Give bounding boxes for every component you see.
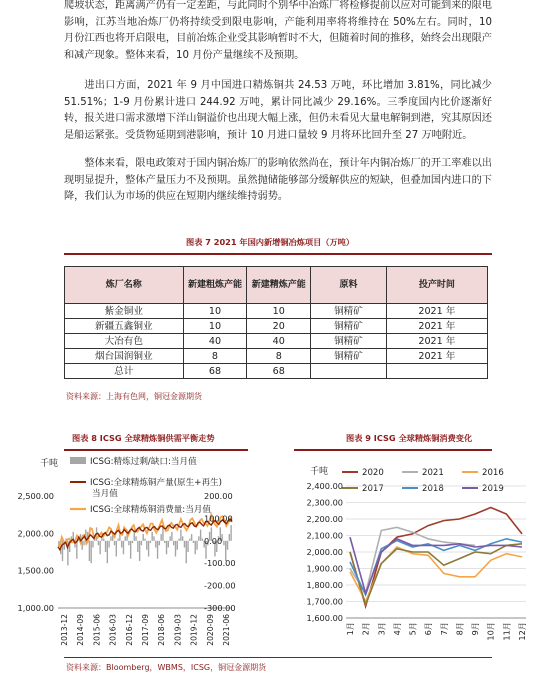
balance-bar [146, 541, 147, 550]
x-tick-label: 2016-12 [124, 614, 134, 646]
x-tick-label: 2021-06 [222, 614, 231, 646]
y-tick-right: -100.00 [204, 558, 236, 569]
cell-plant: 大冶有色 [65, 334, 184, 349]
chart9-top-rule [294, 449, 492, 451]
legend-label-2016: 2016 [482, 468, 504, 478]
balance-bar [107, 541, 108, 563]
x-tick-label: 2014-09 [76, 614, 86, 646]
chart8-top-rule [64, 449, 248, 451]
x-tick-label: 2019-12 [189, 614, 199, 646]
table7-caption: 图表 7 2021 年国内新增铜冶炼项目（万吨） [186, 237, 355, 247]
balance-bar [153, 536, 154, 540]
balance-bar [99, 541, 100, 554]
y-tick-label: 2,000.00 [306, 547, 343, 557]
x-tick-label: 6月 [423, 622, 434, 636]
table-row-total [65, 364, 488, 379]
balance-bar [141, 541, 142, 545]
chart9-caption: 图表 9 ICSG 全球精炼铜消费变化 [346, 433, 473, 443]
x-tick-label: 2018-06 [157, 614, 167, 646]
balance-bar [162, 527, 163, 540]
cell-refined: 8 [247, 349, 311, 364]
y-tick-label: 1,900.00 [306, 563, 343, 574]
balance-bar [166, 541, 167, 554]
y-tick-left: 2,500.00 [17, 491, 54, 501]
x-tick-label: 7月 [438, 622, 449, 636]
balance-bar [125, 536, 126, 540]
balance-bar [116, 541, 117, 557]
x-tick-label: 2020-09 [205, 614, 215, 646]
balance-bar [198, 536, 199, 540]
balance-bar [148, 541, 149, 557]
chart8-unit-label: 千吨 [40, 459, 59, 469]
balance-bar [110, 536, 111, 540]
header-start-time: 投产时间 [386, 267, 487, 304]
legend-label-2019: 2019 [482, 484, 504, 494]
balance-bar [123, 541, 124, 554]
chart9-ticks [307, 481, 527, 641]
cell-crude: 10 [183, 319, 247, 334]
x-tick-label: 11月 [501, 622, 512, 641]
cell-refined: 10 [247, 304, 311, 319]
cell-material: 铜精矿 [311, 334, 387, 349]
x-tick-label: 2月 [360, 622, 371, 636]
balance-bar [223, 541, 224, 545]
x-tick-label: 10月 [485, 622, 496, 641]
balance-bar [150, 541, 151, 543]
cell-crude: 10 [183, 304, 247, 319]
balance-bar [168, 541, 169, 548]
y-tick-right: -300.00 [204, 603, 236, 613]
balance-bar [200, 530, 201, 541]
chart9-axes [346, 486, 526, 618]
y-tick-left: 1,000.00 [17, 603, 54, 613]
x-tick-label: 1月 [345, 622, 355, 636]
cell-plant: 总计 [65, 364, 184, 379]
y-tick-right: 200.00 [204, 491, 233, 501]
balance-bar [159, 541, 160, 545]
balance-bar [103, 539, 104, 541]
supply-demand-chart [0, 452, 250, 662]
y-tick-left: 2,000.00 [17, 528, 54, 539]
cell-time: 2021 年 [386, 349, 487, 364]
series-line-2020 [350, 508, 522, 607]
y-tick-label: 2,200.00 [306, 514, 343, 524]
balance-bar [169, 536, 170, 540]
balance-bar [164, 541, 165, 543]
balance-bar [119, 534, 120, 541]
header-crude-capacity: 新建粗炼产能 [183, 267, 247, 304]
y-tick-label: 2,400.00 [306, 481, 343, 491]
balance-bar [189, 539, 190, 541]
cell-plant: 新疆五鑫铜业 [65, 319, 184, 334]
cell-crude: 8 [183, 349, 247, 364]
chart9-unit-label: 千吨 [310, 467, 329, 477]
cell-time [386, 364, 487, 379]
cell-plant: 紫金铜业 [65, 304, 184, 319]
chart9-lines [350, 508, 522, 607]
cell-material: 铜精矿 [311, 319, 387, 334]
x-tick-label: 9月 [470, 622, 481, 636]
chart8-legend [70, 455, 222, 515]
balance-bar [151, 532, 152, 541]
balance-bar [137, 541, 138, 552]
balance-bar [195, 541, 196, 554]
table-row [65, 319, 488, 334]
x-tick-label: 2013-12 [60, 614, 69, 646]
x-tick-label: 2019-03 [173, 614, 183, 646]
balance-bar [139, 541, 140, 561]
x-tick-label: 3月 [376, 622, 387, 636]
consumption-chart [294, 452, 539, 662]
y-tick-left: 1,500.00 [17, 565, 54, 576]
balance-bar [76, 541, 77, 559]
table-row [65, 349, 488, 364]
x-tick-label: 4月 [391, 622, 402, 636]
legend-label-2021: 2021 [422, 468, 444, 478]
legend-label-2018: 2018 [422, 484, 444, 494]
balance-bar [90, 541, 91, 563]
legend-label-production: ICSG:全球精炼铜产量(原生+再生)当月值 [90, 478, 222, 499]
balance-bar [130, 541, 131, 559]
bottom-rule [64, 657, 492, 658]
balance-bar [155, 541, 156, 548]
y-tick-label: 2,100.00 [306, 530, 343, 541]
balance-bar [92, 541, 93, 548]
balance-bar [196, 541, 197, 550]
bottom-source: 资料来源：Bloomberg，WBMS，ICSG，铜冠金源期货 [66, 663, 267, 672]
y-tick-right: 0.00 [204, 535, 223, 546]
balance-bar [160, 534, 161, 541]
y-tick-label: 1,700.00 [306, 596, 343, 607]
cell-time: 2021 年 [386, 334, 487, 349]
paragraph-import: 进出口方面，2021 年 9 月中国进口精炼铜共 24.53 万吨，环比增加 3.81%，同比减少 51.51%；1-9 月份累计进口 244.92 万吨，累计同比减少 29.16%。三季度国内比价逐渐好转，报关进口需求激增下洋山铜溢价也出现大幅上涨，但仍未看见大量电解铜到港，究其原因还是船运紧张。受货物延期到港影响，预计 10 月进口量较 9 月将环比回升至 27 万吨附近。 [64, 80, 492, 141]
balance-bar [117, 539, 118, 541]
table-header-row [65, 267, 488, 304]
balance-bar [191, 534, 192, 541]
legend-label-2017: 2017 [362, 484, 384, 494]
cell-refined: 68 [247, 364, 311, 379]
balance-bar [98, 541, 99, 545]
paragraph-supply: 爬坡状态，距离满产仍有一定差距，与此同时个别华中冶炼厂将检修提前以应对可能到来的限电影响，江苏当地冶炼厂仍将持续受到限电影响，产能利用率将将维持在 50%左右。同时，10 月份江西也将开启限电，目前冶炼企业受其影响暂时不大，但随着时间的推移，始终会出现限产和减产现象。整体来看，10 月份产量继续不及预期。 [64, 0, 492, 61]
balance-bar [83, 541, 84, 545]
cell-plant: 烟台国润铜业 [65, 349, 184, 364]
y-tick-label: 1,600.00 [306, 613, 343, 623]
cell-time: 2021 年 [386, 319, 487, 334]
cell-material [311, 364, 387, 379]
balance-bar [227, 541, 228, 550]
x-tick-label: 5月 [407, 622, 418, 636]
header-refined-capacity: 新建精炼产能 [247, 267, 311, 304]
table7-top-rule [64, 253, 492, 255]
balance-bar [143, 534, 144, 541]
x-tick-label: 8月 [454, 622, 465, 636]
balance-bar [105, 541, 106, 552]
project-table [64, 266, 488, 379]
balance-bar [128, 541, 129, 545]
balance-bar [193, 541, 194, 543]
balance-bar [186, 541, 187, 563]
table-row [65, 334, 488, 349]
balance-bar [114, 541, 115, 545]
y-tick-right: 100.00 [204, 513, 233, 524]
balance-bar [173, 541, 174, 545]
cell-refined: 20 [247, 319, 311, 334]
cell-material: 铜精矿 [311, 304, 387, 319]
paragraph-summary: 整体来看，限电政策对于国内铜冶炼厂的影响依然尚在，预计年内铜冶炼厂的开工率难以出现明显提升，整体产量压力不及预期。虽然抛储能够部分缓解供应的短缺，但叠加国内进口的下降，我们认为市场的供应在短期内继续维持弱势。 [64, 158, 492, 203]
legend-label-2020: 2020 [362, 468, 384, 478]
balance-bar [182, 536, 183, 540]
y-tick-label: 1,800.00 [306, 580, 343, 590]
legend-swatch-balance [70, 457, 86, 464]
balance-bar [175, 541, 176, 557]
chart9-legend [342, 468, 504, 494]
header-material: 原料 [311, 267, 387, 304]
balance-bar [229, 534, 230, 541]
balance-bar [177, 541, 178, 550]
header-plant: 炼厂名称 [65, 267, 184, 304]
balance-bar [157, 541, 158, 559]
table7-source: 资料来源：上海有色网，铜冠金源期货 [66, 392, 202, 401]
legend-label-consumption: ICSG:全球精炼铜消费量:当月值 [90, 505, 211, 515]
balance-bar [121, 541, 122, 548]
balance-bar [108, 541, 109, 548]
cell-crude: 40 [183, 334, 247, 349]
balance-bar [230, 525, 231, 541]
y-tick-right: -200.00 [204, 580, 236, 591]
x-tick-label: 2017-09 [141, 614, 150, 646]
cell-crude: 68 [183, 364, 247, 379]
x-tick-label: 2015-06 [92, 614, 102, 646]
balance-bar [132, 541, 133, 543]
balance-bar [171, 532, 172, 541]
balance-bar [180, 530, 181, 541]
balance-bar [187, 541, 188, 552]
balance-bar [178, 539, 179, 541]
balance-bar [184, 541, 185, 548]
y-tick-label: 2,300.00 [306, 497, 343, 508]
balance-bar [202, 539, 203, 541]
chart8-caption: 图表 8 ICSG 全球精炼铜供需平衡走势 [72, 433, 215, 443]
table-row [65, 304, 488, 319]
cell-refined: 40 [247, 334, 311, 349]
balance-bar [144, 539, 145, 541]
x-tick-label: 2016-03 [108, 614, 118, 646]
cell-time: 2021 年 [386, 304, 487, 319]
legend-label-balance: ICSG:精炼过剩/缺口:当月值 [90, 457, 197, 467]
balance-bar [135, 536, 136, 540]
balance-bar [134, 532, 135, 541]
cell-material: 铜精矿 [311, 349, 387, 364]
balance-bar [89, 541, 90, 561]
x-tick-label: 12月 [517, 622, 527, 641]
